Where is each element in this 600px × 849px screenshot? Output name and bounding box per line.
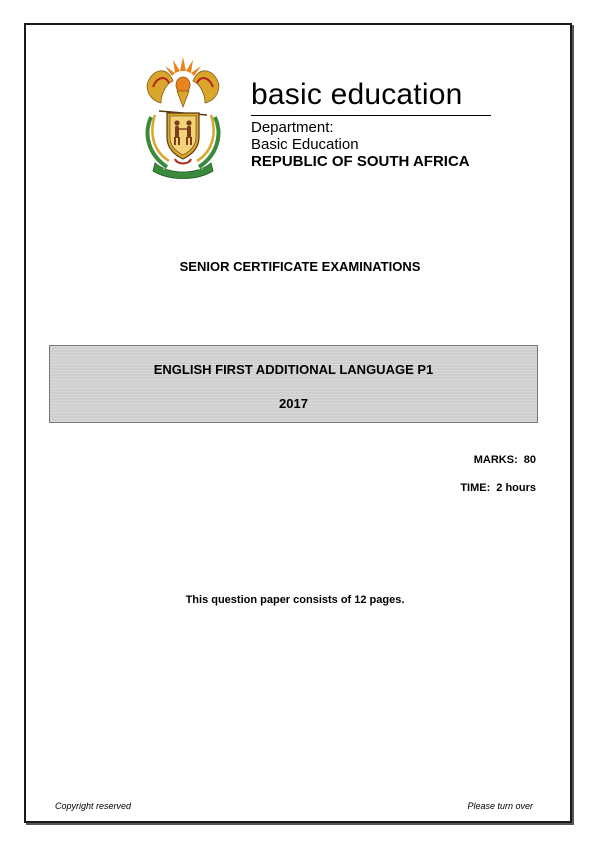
- time-value: 2 hours: [496, 482, 536, 494]
- marks-value: 80: [523, 454, 536, 466]
- time-line: [460, 482, 536, 494]
- exam-title: SENIOR CERTIFICATE EXAMINATIONS: [179, 259, 421, 274]
- country-name: REPUBLIC OF SOUTH AFRICA: [251, 153, 470, 170]
- pages-note: This question paper consists of 12 pages.: [185, 594, 405, 606]
- exam-year: 2017: [279, 396, 308, 411]
- footer-turn-over: Please turn over: [467, 801, 533, 811]
- department-name: Basic Education: [251, 136, 359, 153]
- sun-rays-icon: [165, 57, 201, 76]
- department-label: Department:: [251, 119, 334, 136]
- time-label: TIME:: [460, 482, 491, 494]
- department-block: [251, 119, 470, 170]
- footer-copyright: Copyright reserved: [55, 801, 132, 811]
- coat-of-arms-icon: [137, 55, 229, 181]
- marks-line: [474, 454, 536, 466]
- brand-name: basic education: [251, 78, 463, 111]
- subject-box: [49, 345, 538, 423]
- subject-name: ENGLISH FIRST ADDITIONAL LANGUAGE P1: [153, 362, 434, 377]
- marks-label: MARKS:: [473, 454, 518, 466]
- brand-underline: [251, 115, 491, 116]
